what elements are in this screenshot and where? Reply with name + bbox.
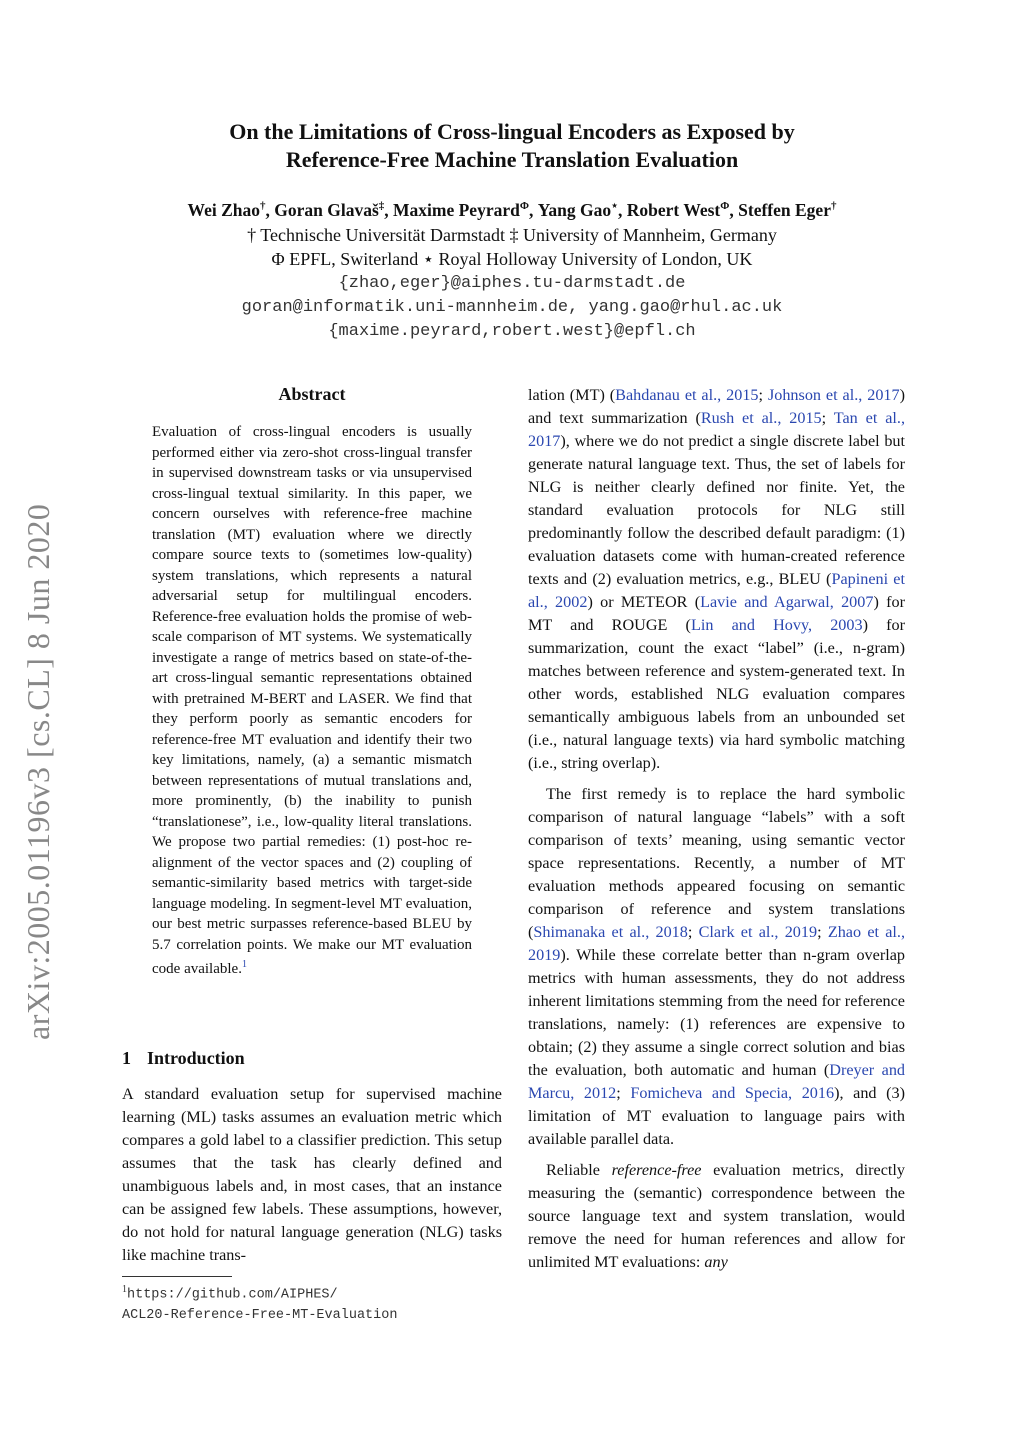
footnote-ref[interactable]: 1: [241, 959, 247, 970]
author: Maxime Peyrard$^\Phi$,: [393, 200, 538, 220]
title-line-2: Reference-Free Machine Translation Evaluation: [285, 147, 739, 172]
citation-link[interactable]: Bahdanau et al., 2015: [615, 386, 759, 404]
citation-link[interactable]: Rush et al., 2015: [700, 409, 822, 427]
author: Yang Gao⋆,: [537, 200, 627, 220]
intro-left-column: A standard evaluation setup for supervised machine learning (ML) tasks assumes an evaluation metric which compares a gold label to a classifier prediction. This setup assumes that the task has clearly defined and unambiguous labels and, in most cases, that an instance can be assigned few labels. These assumptions, however, do not hold for natural language generation (NLG) tasks like machine trans-: [122, 1085, 502, 1264]
footnote-divider: [122, 1276, 232, 1277]
footnote-url-line-1[interactable]: https://github.com/AIPHES/: [127, 1287, 338, 1303]
citation-link[interactable]: Lin and Hovy, 2003: [690, 616, 863, 634]
citation-link[interactable]: Lavie and Agarwal, 2007: [700, 593, 874, 611]
citation-link[interactable]: Fomicheva and Specia, 2016: [630, 1084, 835, 1102]
email-line-2: goran@informatik.uni-mannheim.de, yang.gao@rhul.ac.uk: [241, 298, 783, 317]
author: Steffen Eger†: [738, 200, 837, 220]
affiliation-line-2: Φ EPFL, Switerland ⋆ Royal Holloway University of London, UK: [271, 249, 753, 269]
author: Wei Zhao†,: [187, 200, 275, 220]
citation-link[interactable]: Johnson et al., 2017: [767, 386, 900, 404]
abstract-text: Evaluation of cross-lingual encoders is usually performed either via zero-shot cross-lingual transfer in supervised downstream tasks or via unsupervised cross-lingual textual similarity. In this paper, we concern ourselves with reference-free machine translation (MT) evaluation where we directly compare source texts to (sometimes low-quality) system translations, which represents a natural adversarial setup for multilingual encoders. Reference-free evaluation holds the promise of web-scale comparison of MT systems. We systematically investigate a range of metrics based on state-of-the-art cross-lingual semantic representations obtained with pretrained M-BERT and LASER. We find that they perform poorly as semantic encoders for reference-free MT evaluation and identify their two key limitations, namely, (a) a semantic mismatch between representations of mutual translations and, more prominently, (b) the inability to punish “translationese”, i.e., low-quality literal translations. We propose two partial remedies: (1) post-hoc re-alignment of the vector spaces and (2) coupling of semantic-similarity based metrics with target-side language modeling. In segment-level MT evaluation, our best metric surpasses reference-based BLEU by 5.7 correlation points. We make our MT evaluation code available.$^1$: [152, 424, 472, 977]
email-line-1: {zhao,eger}@aiphes.tu-darmstadt.de: [338, 274, 686, 293]
paragraph: The first remedy is to replace the hard symbolic comparison of natural language “labels” with a soft comparison of texts’ meaning, using semantic vector space representations. Recently, a number of MT evaluation methods appeared focusing on semantic comparison of reference and system translations (Shimanaka et al., 2018; Clark et al., 2019; Zhao et al., 2019). While these correlate better than n-gram overlap metrics with human assessments, they do not address inherent limitations stemming from the need for reference translations, namely: (1) references are expensive to obtain; (2) they assume a single correct solution and bias the evaluation, both automatic and human (Dreyer and Marcu, 2012; Fomicheva and Specia, 2016), and (3) limitation of MT evaluation to language pairs with available parallel data.: [528, 785, 906, 1148]
footnote-mark: 1: [122, 1284, 127, 1295]
section-heading: [122, 1048, 245, 1069]
author: Robert West$^\Phi$,: [626, 200, 739, 220]
abstract-heading: Abstract: [278, 384, 346, 404]
citation-link[interactable]: Shimanaka et al., 2018: [533, 923, 688, 941]
paragraph: lation (MT) (Bahdanau et al., 2015; Johnson et al., 2017) and text summarization (Rush et al., 2015; Tan et al., 2017), where we do not predict a single discrete label but generate natural language text. Thus, the set of labels for NLG is neither clearly defined nor finite. Yet, the standard evaluation protocols for NLG still predominantly follow the described default paradigm: (1) evaluation datasets come with human-created reference texts and (2) evaluation metrics, e.g., BLEU (Papineni et al., 2002) or METEOR (Lavie and Agarwal, 2007) for MT and ROUGE (Lin and Hovy, 2003) for summarization, count the exact “label” (i.e., n-gram) matches between reference and system-generated text. In other words, established NLG evaluation compares semantically ambiguous labels from an unbounded set (i.e., natural language texts) via hard symbolic matching (i.e., string overlap).: [528, 386, 906, 772]
citation-link[interactable]: Papineni et al., 2002: [528, 570, 905, 611]
citation-link[interactable]: Zhao et al., 2019: [528, 923, 906, 964]
arxiv-id: arXiv:2005.01196v3 [cs.CL] 8 Jun 2020: [20, 503, 56, 1040]
intro-right-column: [528, 384, 905, 1282]
citation-link[interactable]: Tan et al., 2017: [528, 409, 905, 450]
paragraph: Reliable reference-free evaluation metrics, directly measuring the (semantic) correspondence between the source language text and system translation, would remove the need for human references and allow for unlimited MT evaluations: any: [528, 1161, 905, 1271]
title-line-1: On the Limitations of Cross-lingual Encoders as Exposed by: [229, 119, 795, 144]
affiliation-line-1: † Technische Universität Darmstadt ‡ University of Mannheim, Germany: [247, 225, 777, 245]
citation-link[interactable]: Dreyer and Marcu, 2012: [528, 1061, 906, 1102]
footnote-url-line-2[interactable]: ACL20-Reference-Free-MT-Evaluation: [122, 1307, 398, 1323]
paper-title: [120, 118, 904, 174]
section-number: 1: [122, 1048, 131, 1068]
email-line-3: {maxime.peyrard,robert.west}@epfl.ch: [328, 322, 696, 341]
footnote: [122, 1280, 502, 1326]
author: Goran Glavaš‡,: [274, 200, 394, 220]
section-title: Introduction: [147, 1048, 245, 1068]
citation-link[interactable]: Clark et al., 2019: [698, 923, 818, 941]
author-list: [90, 198, 934, 222]
